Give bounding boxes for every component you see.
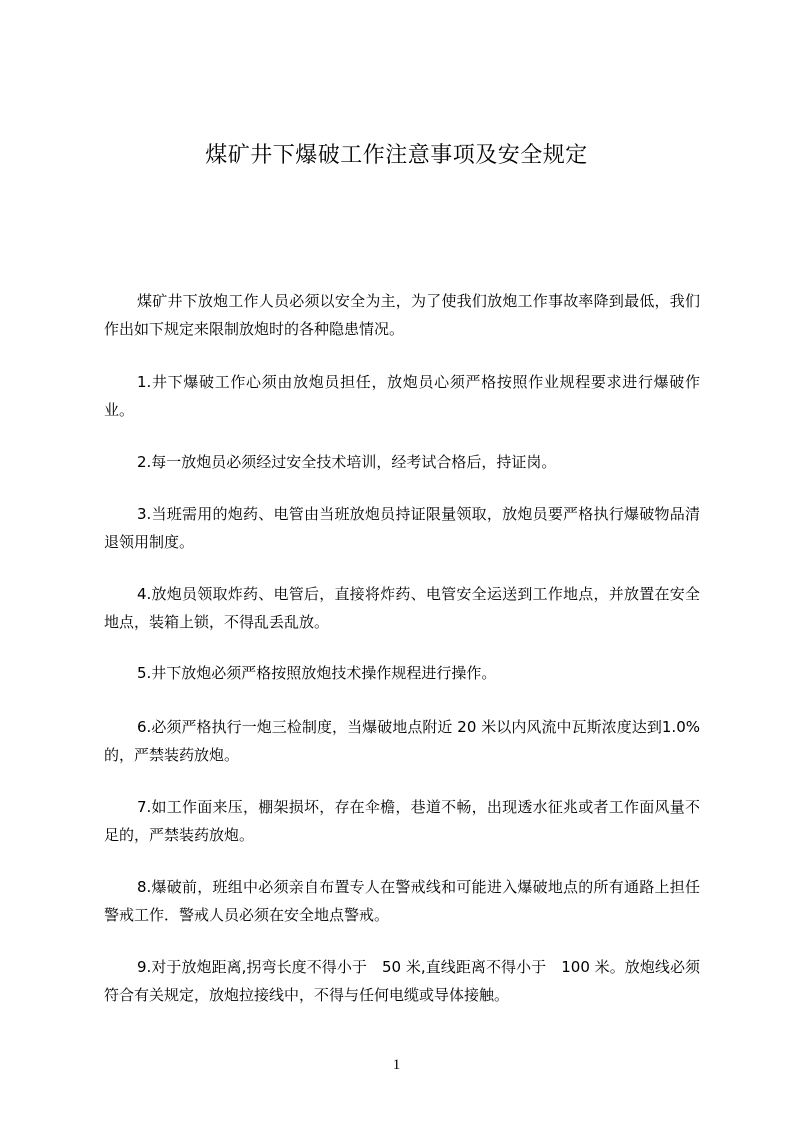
rule-paragraph-3: 3.当班需用的炮药、电管由当班放炮员持证限量领取，放炮员要严格执行爆破物品清退领用制度。 — [104, 505, 700, 551]
rule-paragraph-8: 8.爆破前，班组中必须亲自布置专人在警戒线和可能进入爆破地点的所有通路上担任警戒工作．警戒人员必须在安全地点警戒。 — [104, 878, 700, 924]
page-number: 1 — [392, 1057, 401, 1073]
rule-paragraph-5: 5.井下放炮必须严格按照放炮技术操作规程进行操作。 — [137, 664, 497, 682]
rule-paragraph-4: 4.放炮员领取炸药、电管后，直接将炸药、电管安全运送到工作地点，并放置在安全地点，装箱上锁，不得乱丢乱放。 — [104, 585, 700, 631]
rule-paragraph-2: 2.每一放炮员必须经过安全技术培训，经考试合格后，持证岗。 — [137, 453, 557, 471]
intro-paragraph: 煤矿井下放炮工作人员必须以安全为主，为了使我们放炮工作事故率降到最低，我们作出如下规定来限制放炮时的各种隐患情况。 — [104, 292, 700, 338]
rule-paragraph-7: 7.如工作面来压，棚架损坏，存在伞檐，巷道不畅，出现透水征兆或者工作面风量不足的，严禁装药放炮。 — [104, 798, 700, 844]
rule-paragraph-6: 6.必须严格执行一炮三检制度，当爆破地点附近 20 米以内风流中瓦斯浓度达到1.0%的，严禁装药放炮。 — [104, 718, 700, 764]
document-title: 煤矿井下爆破工作注意事项及安全规定 — [205, 143, 588, 168]
rule-paragraph-1: 1.井下爆破工作心须由放炮员担任，放炮员心须严格按照作业规程要求进行爆破作业。 — [104, 373, 700, 419]
rule-paragraph-9: 9.对于放炮距离,拐弯长度不得小于 50 米,直线距离不得小于 100 米。放炮线必须符合有关规定，放炮拉接线中，不得与任何电缆或导体接触。 — [104, 958, 700, 1004]
